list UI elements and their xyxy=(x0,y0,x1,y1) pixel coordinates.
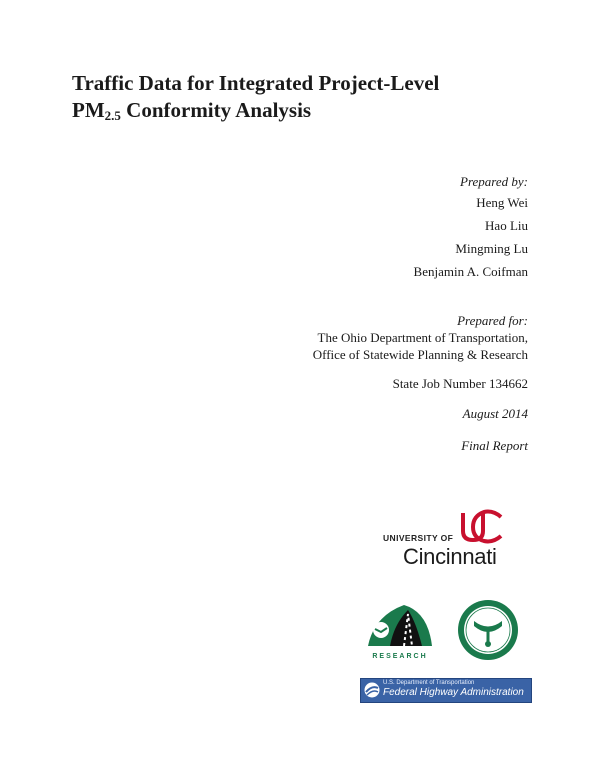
uc-prefix: UNIVERSITY OF xyxy=(383,533,454,543)
fhwa-logo xyxy=(360,678,532,703)
job-number: State Job Number 134662 xyxy=(392,376,528,391)
odot-research-logo xyxy=(364,602,436,660)
report-title xyxy=(72,70,439,129)
author-name: Benjamin A. Coifman xyxy=(413,264,528,279)
fhwa-agency: Federal Highway Administration xyxy=(383,687,524,698)
title-line-1: Traffic Data for Integrated Project-Level xyxy=(72,71,440,95)
prepared-for-block xyxy=(313,313,528,364)
prepared-by-block xyxy=(414,174,528,287)
author-name: Heng Wei xyxy=(476,195,528,210)
prepared-for-label: Prepared for: xyxy=(457,313,528,328)
prepared-by-label: Prepared by: xyxy=(460,174,528,189)
uc-name: Cincinnati xyxy=(403,544,497,569)
uc-logo xyxy=(383,507,513,569)
sponsor-line-1: The Ohio Department of Transportation, xyxy=(317,330,528,345)
author-name: Hao Liu xyxy=(485,218,528,233)
report-type: Final Report xyxy=(461,438,528,453)
author-name: Mingming Lu xyxy=(455,241,528,256)
sponsor-line-2: Office of Statewide Planning & Research xyxy=(312,347,528,362)
usdot-icon xyxy=(364,682,380,698)
fhwa-dept: U.S. Department of Transportation xyxy=(383,680,475,686)
odot-seal xyxy=(457,599,519,661)
research-text: RESEARCH xyxy=(372,653,428,660)
title-line-2: $PM_{2.5}$ Conformity Analysis xyxy=(72,98,312,123)
report-date: August 2014 xyxy=(462,406,528,421)
